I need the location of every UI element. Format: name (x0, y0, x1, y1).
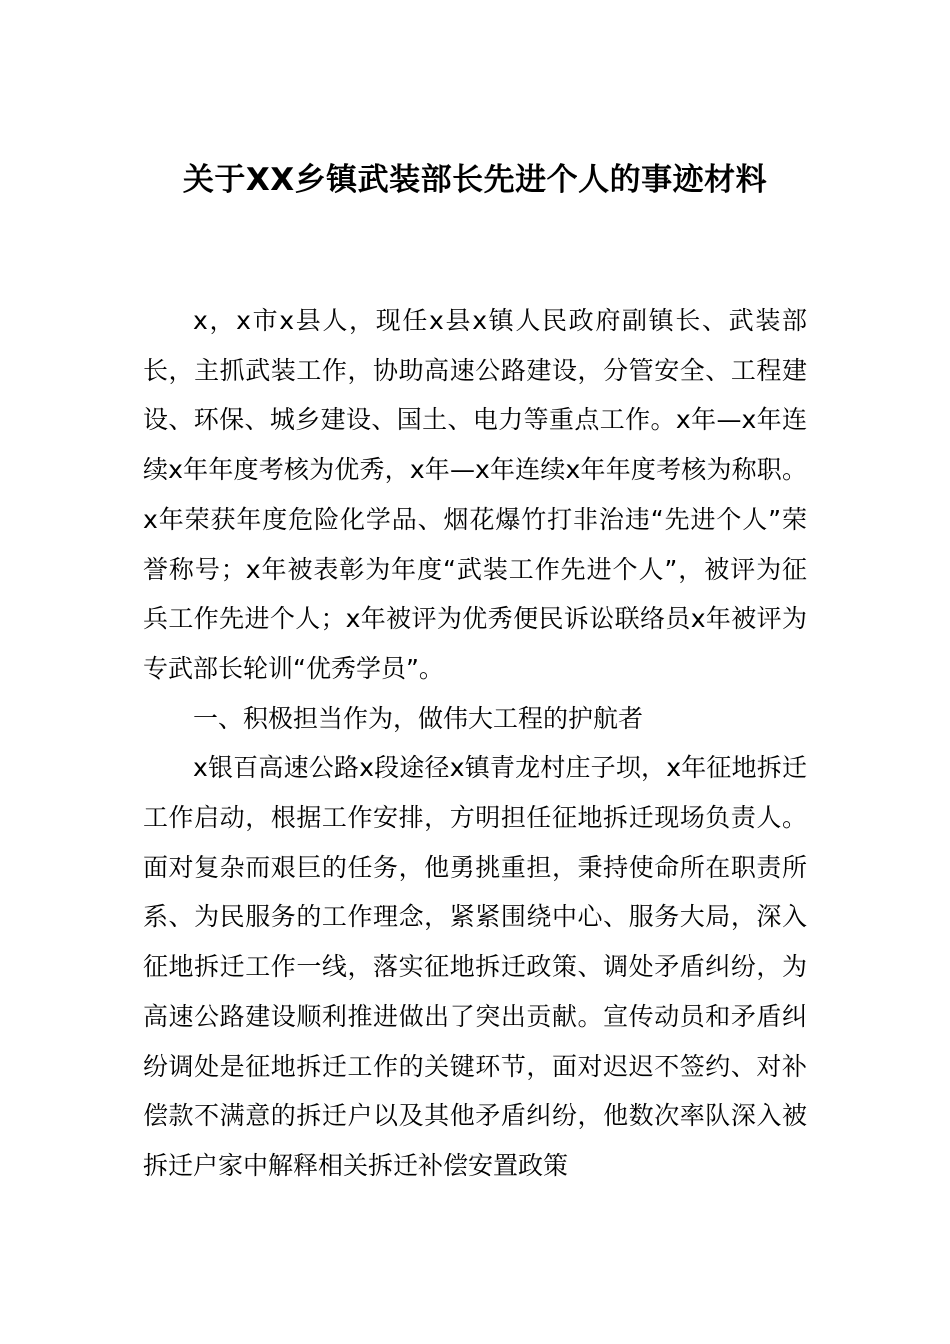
section-heading-1: 一、积极担当作为，做伟大工程的护航者 (193, 703, 644, 733)
document-title: 关于XX乡镇武装部长先进个人的事迹材料 (182, 162, 768, 198)
paragraph-section-1: x银百高速公路x段途径x镇青龙村庄子坝，x年征地拆迁工作启动，根据工作安排，方明担任征地拆迁现场负责人。面对复杂而艰巨的任务，他勇挑重担，秉持使命所在职责所系、为民服务的工作理念，紧紧围绕中心、服务大局，深入征地拆迁工作一线，落实征地拆迁政策、调处矛盾纠纷，为高速公路建设顺利推进做出了突出贡献。宣传动员和矛盾纠纷调处是征地拆迁工作的关键环节，面对迟迟不签约、对补偿款不满意的拆迁户以及其他矛盾纠纷，他数次率队深入被拆迁户家中解释相关拆迁补偿安置政策 (143, 753, 807, 1180)
paragraph-intro: x，x市x县人，现任x县x镇人民政府副镇长、武装部长，主抓武装工作，协助高速公路建设，分管安全、工程建设、环保、城乡建设、国土、电力等重点工作。x年—x年连续x年年度考核为优秀，x年—x年连续x年年度考核为称职。x年荣获年度危险化学品、烟花爆竹打非治违“先进个人”荣誉称号；x年被表彰为年度“武装工作先进个人”，被评为征兵工作先进个人；x年被评为优秀便民诉讼联络员x年被评为专武部长轮训“优秀学员”。 (143, 306, 807, 683)
document-body (143, 296, 807, 1191)
